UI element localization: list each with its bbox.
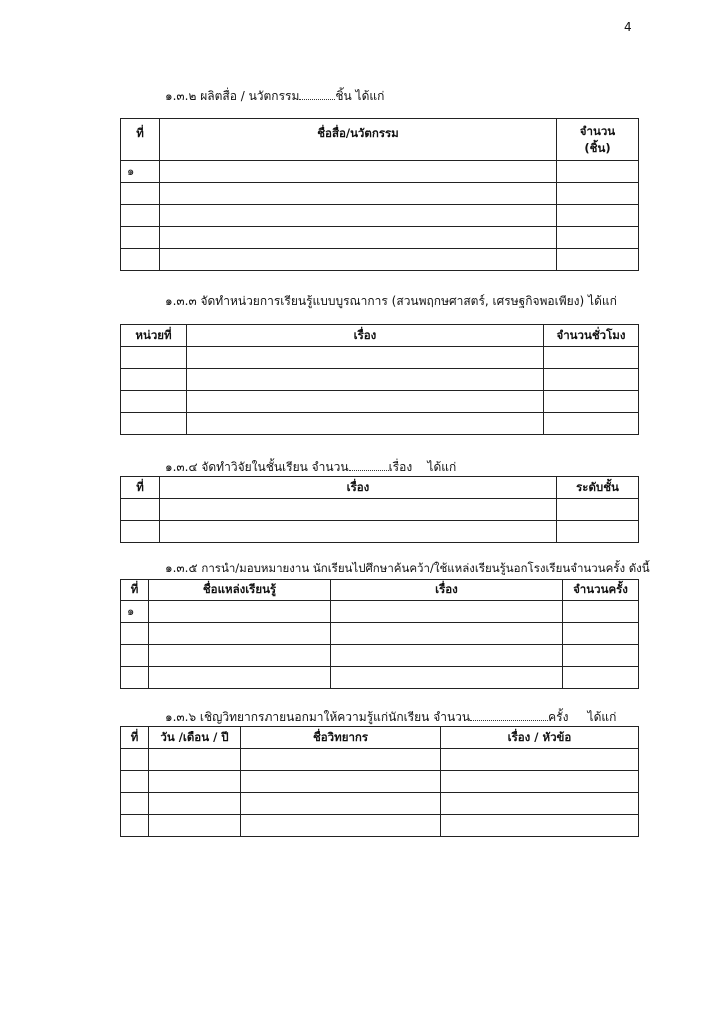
table-cell[interactable]: ๑ [121,601,149,623]
table-cell[interactable] [241,749,441,771]
table-row [121,521,639,543]
table-cell[interactable] [121,499,160,521]
header-no: ที่ [121,727,149,749]
table-cell[interactable] [241,815,441,837]
table-cell[interactable] [121,771,149,793]
table-cell[interactable] [121,793,149,815]
section-heading [165,458,456,475]
header-source-name: ชื่อแหล่งเรียนรู้ [149,580,331,601]
table-cell[interactable] [187,347,544,369]
table-cell[interactable] [557,227,639,249]
table-cell[interactable] [160,521,557,543]
table-cell[interactable] [557,249,639,271]
table-cell[interactable] [331,623,563,645]
table-cell[interactable] [149,793,241,815]
table-row [121,645,639,667]
table-cell[interactable]: ๑ [121,161,160,183]
header-topic: เรื่อง / หัวข้อ [441,727,639,749]
table-cell[interactable] [544,413,639,435]
table-cell[interactable] [121,413,187,435]
table-row [121,161,639,183]
section-heading [165,708,616,725]
section-text: จัดทำหน่วยการเรียนรู้แบบบูรณาการ (สวนพฤกษศาสตร์, เศรษฐกิจพอเพียง) ได้แก่ [200,294,617,308]
table-cell[interactable] [557,521,639,543]
table-row [121,347,639,369]
fill-in-blank[interactable] [470,708,548,721]
header-unit: หน่วยที่ [121,325,187,347]
header-topic: เรื่อง [187,325,544,347]
table-cell[interactable] [331,601,563,623]
table-cell[interactable] [441,749,639,771]
fill-in-blank[interactable] [299,87,335,100]
table-row [121,623,639,645]
section-number: ๑.๓.๖ [165,710,197,724]
table-row [121,391,639,413]
table-cell[interactable] [241,793,441,815]
header-no: ที่ [121,119,160,161]
section-text: จัดทำวิจัยในชั้นเรียน จำนวน [201,460,349,474]
table-cell[interactable] [331,667,563,689]
table-cell[interactable] [160,205,557,227]
header-no: ที่ [121,477,160,499]
section-number: ๑.๓.๕ [165,561,198,575]
media-innovation-table [120,118,639,271]
table-cell[interactable] [160,183,557,205]
header-topic: เรื่อง [331,580,563,601]
table-cell[interactable] [121,249,160,271]
table-cell[interactable] [121,667,149,689]
fill-in-blank[interactable] [349,458,389,471]
table-cell[interactable] [149,601,331,623]
header-grade-level: ระดับชั้น [557,477,639,499]
table-cell[interactable] [149,623,331,645]
table-row [121,227,639,249]
table-row [121,601,639,623]
table-cell[interactable] [121,183,160,205]
table-cell[interactable] [441,793,639,815]
table-cell[interactable] [121,623,149,645]
table-row [121,771,639,793]
table-cell[interactable] [563,645,639,667]
table-cell[interactable] [121,347,187,369]
classroom-research-table [120,476,639,543]
section-text: การนำ/มอบหมายงาน นักเรียนไปศึกษาค้นคว้า/ใช้แหล่งเรียนรู้นอกโรงเรียนจำนวนครั้ง ดังนี้ [201,561,650,575]
table-cell[interactable] [149,815,241,837]
header-times: จำนวนครั้ง [563,580,639,601]
table-cell[interactable] [160,227,557,249]
header-no: ที่ [121,580,149,601]
section-text-after: เรื่อง ได้แก่ [388,460,457,474]
table-cell[interactable] [160,499,557,521]
table-cell[interactable] [563,623,639,645]
header-hours: จำนวนชั่วโมง [544,325,639,347]
section-text: ผลิตสื่อ / นวัตกรรม [200,89,300,103]
table-cell[interactable] [187,369,544,391]
section-text: เชิญวิทยากรภายนอกมาให้ความรู้แก่นักเรียน จำนวน [199,710,471,724]
table-cell[interactable] [441,815,639,837]
guest-speakers-table [120,726,639,837]
table-row [121,413,639,435]
table-cell[interactable] [544,391,639,413]
section-number: ๑.๓.๔ [165,460,198,474]
integrated-unit-table [120,324,639,435]
table-cell[interactable] [544,347,639,369]
table-cell[interactable] [121,205,160,227]
table-row [121,249,639,271]
table-row [121,793,639,815]
section-heading [165,87,384,104]
table-cell[interactable] [121,815,149,837]
table-cell[interactable] [544,369,639,391]
table-row [121,667,639,689]
table-cell[interactable] [557,161,639,183]
learning-sources-table [120,579,639,689]
table-row [121,369,639,391]
table-row [121,749,639,771]
table-cell[interactable] [563,601,639,623]
section-number: ๑.๓.๓ [165,294,197,308]
section-text-after: ชิ้น ได้แก่ [335,89,385,103]
table-cell[interactable] [121,369,187,391]
section-number: ๑.๓.๒ [165,89,197,103]
table-row [121,205,639,227]
table-cell[interactable] [187,413,544,435]
table-cell[interactable] [121,749,149,771]
header-topic: เรื่อง [160,477,557,499]
table-cell[interactable] [331,645,563,667]
header-date: วัน /เดือน / ปี [149,727,241,749]
table-cell[interactable] [563,667,639,689]
table-cell[interactable] [160,249,557,271]
table-row [121,183,639,205]
table-cell[interactable] [557,499,639,521]
table-cell[interactable] [121,227,160,249]
header-speaker-name: ชื่อวิทยากร [241,727,441,749]
section-heading [165,293,617,309]
header-media-name: ชื่อสื่อ/นวัตกรรม [160,119,557,161]
table-cell[interactable] [121,645,149,667]
table-cell[interactable] [441,771,639,793]
table-cell[interactable] [557,183,639,205]
table-cell[interactable] [160,161,557,183]
page-number: 4 [624,20,632,34]
table-cell[interactable] [557,205,639,227]
table-cell[interactable] [149,771,241,793]
table-cell[interactable] [187,391,544,413]
table-row [121,815,639,837]
section-text-after: ครั้ง ได้แก่ [548,710,617,724]
table-cell[interactable] [121,391,187,413]
table-cell[interactable] [241,771,441,793]
section-heading [165,560,650,576]
table-cell[interactable] [149,749,241,771]
table-cell[interactable] [149,645,331,667]
table-cell[interactable] [121,521,160,543]
header-quantity: จำนวน (ชิ้น) [557,119,639,161]
table-cell[interactable] [149,667,331,689]
table-row [121,499,639,521]
